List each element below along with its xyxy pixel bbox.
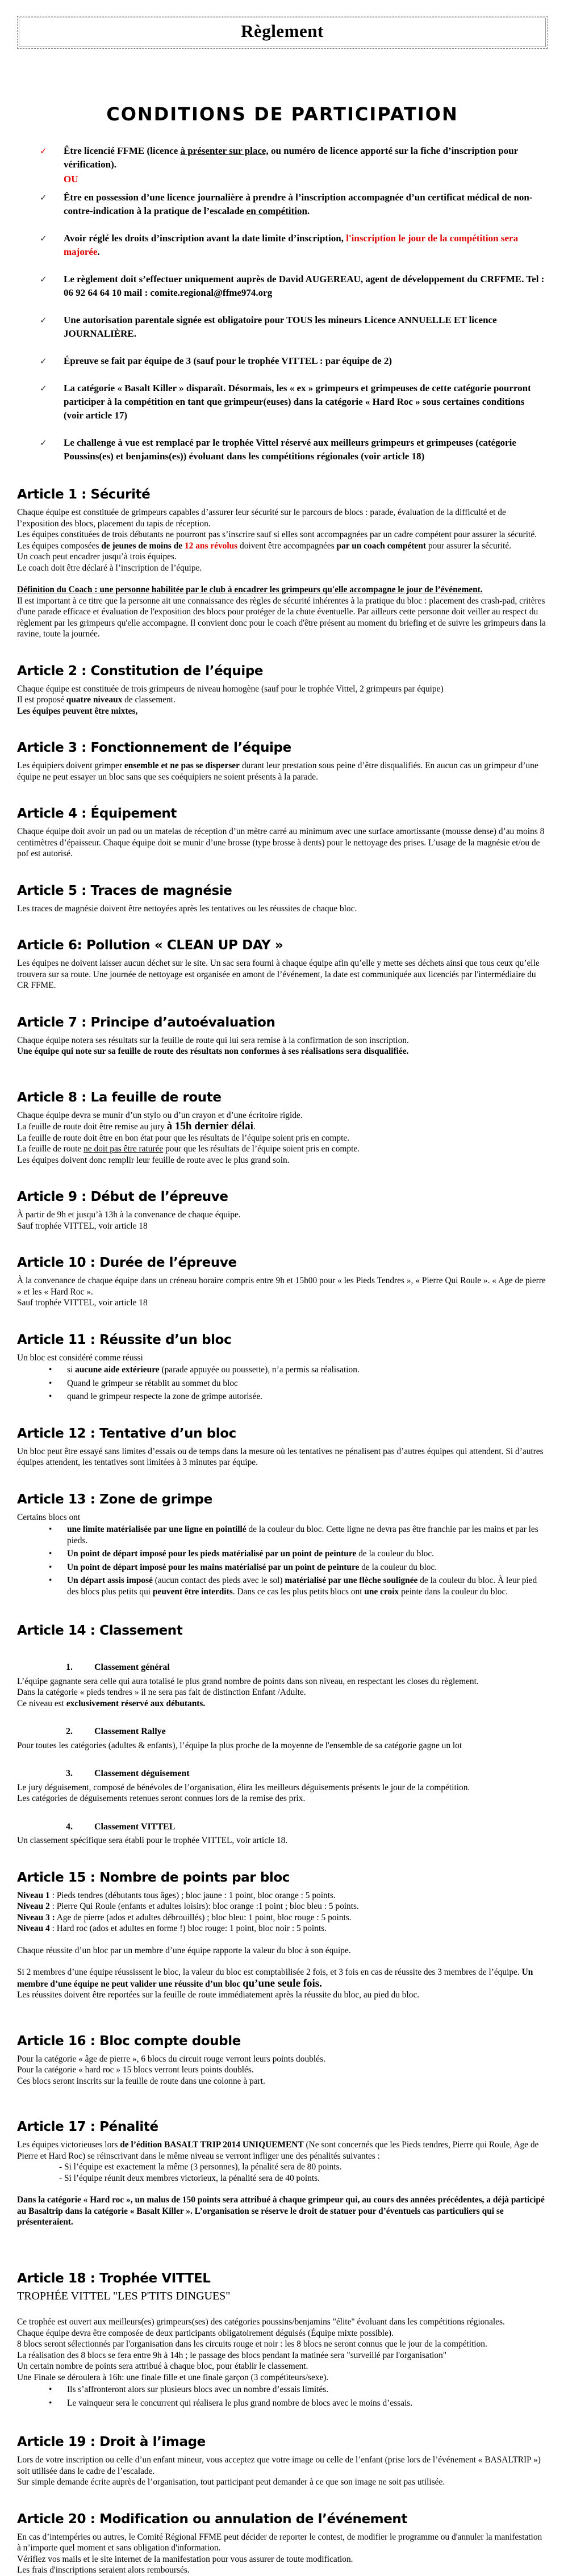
bullet-icon: • bbox=[49, 1378, 52, 1388]
article-19-section bbox=[17, 2435, 548, 2488]
bullet-list bbox=[17, 2384, 548, 2409]
paragraph: Les traces de magnésie doivent être nettoyées après les tentatives ou les réussites de chaque bloc. bbox=[17, 903, 357, 914]
paragraph: Une Finale se déroulera à 16h: une finale fille et une finale garçon (3 compétiteurs/sexe). bbox=[17, 2372, 329, 2382]
paragraph: Les équipes constituées de trois débutants ne pourront pas s’inscrire sauf si elles sont accompagnées par un cadre compétent pour assurer la sécurité. bbox=[17, 530, 537, 539]
paragraph: Les équipes peuvent être mixtes, bbox=[17, 706, 138, 716]
article-13-title: Article 13 : Zone de grimpe bbox=[17, 1492, 212, 1507]
article-16-section bbox=[17, 2034, 548, 2087]
bullet-icon: • bbox=[49, 1365, 52, 1375]
paragraph: À la convenance de chaque équipe dans un créneau horaire compris entre 9h et 15h00 pour « les Pieds Tendres », « Pierre Qui Roule ». « Age de pierre » et les « Hard Roc ». bbox=[17, 1276, 546, 1297]
paragraph: Ce niveau est exclusivement réservé aux débutants. bbox=[17, 1698, 206, 1708]
paragraph: Un certain nombre de points sera attribué à chaque bloc, pour établir le classement. bbox=[17, 2361, 308, 2371]
title-box bbox=[17, 16, 548, 49]
article-10-section bbox=[17, 1255, 548, 1309]
bullet-list bbox=[17, 1524, 548, 1597]
checkmark-icon: ✓ bbox=[40, 146, 47, 156]
article-4-section bbox=[17, 806, 548, 860]
list-item: • Le vainqueur sera le concurrent qui réalisera le plus grand nombre de blocs avec le moins d’essais. bbox=[45, 2398, 548, 2409]
condition-text: La catégorie « Basalt Killer » disparaît. Désormais, les « ex » grimpeurs et grimpeuses de cette catégorie pourront participer à la compétition en tant que grimpeur(euses) dans la catégorie « Hard Roc » sous certaines conditions (voir article 17) bbox=[64, 383, 531, 421]
list-item: • Ils s’affronteront alors sur plusieurs blocs avec un nombre d’essais limités. bbox=[45, 2384, 548, 2395]
list-item: • Un point de départ imposé pour les mains matérialisé par un point de peinture de la couleur du bloc. bbox=[45, 1562, 548, 1573]
list-item: • quand le grimpeur respecte la zone de grimpe autorisée. bbox=[45, 1391, 548, 1402]
checkmark-icon: ✓ bbox=[40, 192, 47, 203]
condition-text: Le règlement doit s’effectuer uniquement auprès de David AUGEREAU, agent de développement du CRFFME. Tel : 06 92 64 64 10 mail : comite.regional@ffme974.org bbox=[64, 274, 545, 298]
paragraph: Chaque équipe est constituée de trois grimpeurs de niveau homogène (sauf pour le trophée Vittel, 2 grimpeurs par équipe) bbox=[17, 684, 444, 694]
paragraph: Chaque équipe doit avoir un pad ou un matelas de réception d’un mètre carré au minimum avec une surface amortissante (mousse dense) d’au moins 8 centimètres d’épaisseur. Chaque équipe doit se munir d’une brosse (type brosse à dents) pour le nettoyage des prises. L’usage de la magnésie et/ou de pof est autorisé. bbox=[17, 827, 545, 858]
penalty-line: - Si l’équipe est exactement la même (3 personnes), la pénalité sera de 80 points. bbox=[59, 2162, 342, 2172]
article-11-section bbox=[17, 1333, 548, 1402]
list-item: • Un point de départ imposé pour les pieds matérialisé par un point de peinture de la couleur du bloc. bbox=[45, 1548, 548, 1560]
paragraph: Sur simple demande écrite auprès de l’organisation, tout participant peut demander à ce que son image ne soit pas utilisée. bbox=[17, 2477, 445, 2487]
paragraph: Sauf trophée VITTEL, voir article 18 bbox=[17, 1221, 148, 1231]
paragraph: Si 2 membres d’une équipe réussissent le bloc, la valeur du bloc est comptabilisée 2 fois, et 3 fois en cas de réussite des 3 membres de l’équipe. Un membre d’une équipe ne peut valider une réussite d’un bloc qu’une seule fois. bbox=[17, 1967, 533, 1989]
paragraph: Dans la catégorie « Hard roc », un malus de 150 points sera attribué à chaque grimpeur qui, au cours des années précédentes, a déjà participé au Basaltrip dans la catégorie « Basalt Killer ». L’organisation se réserve le droit de statuer pour d’éventuels cas particuliers qui se présenteraient. bbox=[17, 2195, 545, 2227]
paragraph: Chaque équipe est constituée de grimpeurs capables d’assurer leur sécurité sur le parcours de blocs : parade, évaluation de la difficulté et de l’exposition des blocs, placement du tapis de réception. bbox=[17, 508, 506, 529]
checkmark-icon: ✓ bbox=[40, 274, 47, 284]
article-1-title: Article 1 : Sécurité bbox=[17, 487, 151, 502]
paragraph: Un classement spécifique sera établi pour le trophée VITTEL, voir article 18. bbox=[17, 1836, 288, 1845]
list-item bbox=[40, 382, 548, 422]
paragraph: Chaque réussite d’un bloc par un membre d’une équipe rapporte la valeur du bloc à son équipe. bbox=[17, 1945, 351, 1955]
article-9-title: Article 9 : Début de l’épreuve bbox=[17, 1189, 228, 1204]
list-item: • Un départ assis imposé (aucun contact des pieds avec le sol) matérialisé par une flèche soulignée de la couleur du bloc. À leur pied des blocs plus petits qui peuvent être interdits. Dans ce cas les plus petits blocs ont une croix peinte dans la couleur du bloc. bbox=[45, 1575, 548, 1597]
subsection-heading: 3. Classement déguisement bbox=[66, 1769, 190, 1778]
paragraph: Chaque équipe devra être composée de deux participants obligatoirement déguisés (Équipe mixte possible). bbox=[17, 2328, 394, 2338]
penalty-line: - Si l’équipe réunit deux membres victorieux, la pénalité sera de 40 points. bbox=[59, 2173, 320, 2183]
list-item bbox=[40, 232, 548, 259]
paragraph: Le coach doit être déclaré à l’inscription de l’équipe. bbox=[17, 563, 202, 573]
list-item bbox=[40, 273, 548, 300]
document-title: Règlement bbox=[241, 21, 324, 41]
paragraph: Les catégories de déguisements retenues seront connues lors de la remise des prix. bbox=[17, 1794, 306, 1803]
checkmark-icon: ✓ bbox=[40, 315, 47, 325]
article-12-section bbox=[17, 1426, 548, 1468]
subsection-heading: 4. Classement VITTEL bbox=[66, 1821, 176, 1832]
bullet-list bbox=[17, 1364, 548, 1402]
paragraph: Les équipiers doivent grimper ensemble et ne pas se disperser durant leur prestation sous peine d’être disqualifiés. En aucun cas un grimpeur d’une équipe ne peut essayer un bloc sans que ses coéquipiers ne soient présents à la parade. bbox=[17, 761, 538, 782]
article-5-title: Article 5 : Traces de magnésie bbox=[17, 883, 232, 898]
list-item: • Quand le grimpeur se rétablit au sommet du bloc bbox=[45, 1378, 548, 1389]
article-10-title: Article 10 : Durée de l’épreuve bbox=[17, 1255, 237, 1270]
main-title: CONDITIONS DE PARTICIPATION bbox=[106, 103, 458, 125]
article-14-title: Article 14 : Classement bbox=[17, 1623, 183, 1638]
article-18-section bbox=[17, 2271, 548, 2409]
article-4-title: Article 4 : Équipement bbox=[17, 806, 177, 821]
paragraph: La feuille de route ne doit pas être raturée pour que les résultats de l’équipe soient pris en compte. bbox=[17, 1144, 360, 1154]
checkmark-icon: ✓ bbox=[40, 438, 47, 448]
paragraph: Dans la catégorie « pieds tendres » il ne sera pas fait de distinction Enfant /Adulte. bbox=[17, 1687, 306, 1697]
paragraph: La feuille de route doit être en bon état pour que les résultats de l’équipe soient pris en compte. bbox=[17, 1133, 350, 1143]
condition-text: Épreuve se fait par équipe de 3 (sauf pour le trophée VITTEL : par équipe de 2) bbox=[64, 355, 392, 366]
paragraph: Les équipes doivent donc remplir leur feuille de route avec le plus grand soin. bbox=[17, 1155, 290, 1165]
level-line: Niveau 1 : Pieds tendres (débutants tous âges) ; bloc jaune : 1 point, bloc orange : 5 points. bbox=[17, 1890, 336, 1900]
article-16-title: Article 16 : Bloc compte double bbox=[17, 2033, 241, 2049]
conditions-list bbox=[40, 144, 548, 463]
bullet-icon: • bbox=[49, 1562, 52, 1572]
condition-text: Avoir réglé les droits d’inscription avant la date limite d’inscription, l'inscription le jour de la compétition sera majorée. bbox=[64, 233, 519, 257]
article-20-title: Article 20 : Modification ou annulation de l’événement bbox=[17, 2511, 407, 2527]
paragraph: Une équipe qui note sur sa feuille de route des résultats non conformes à ses réalisations sera disqualifiée. bbox=[17, 1046, 409, 1056]
article-11-title: Article 11 : Réussite d’un bloc bbox=[17, 1332, 232, 1347]
article-3-title: Article 3 : Fonctionnement de l’équipe bbox=[17, 740, 291, 755]
article-5-section bbox=[17, 883, 548, 915]
title-box-inner bbox=[19, 18, 546, 47]
paragraph: Un bloc est considéré comme réussi bbox=[17, 1352, 143, 1363]
list-item: • si aucune aide extérieure (parade appuyée ou poussette), n’a permis sa réalisation. bbox=[45, 1364, 548, 1376]
article-1-section bbox=[17, 487, 548, 640]
paragraph: Les équipes composées de jeunes de moins de 12 ans révolus doivent être accompagnées par un coach compétent pour assurer la sécurité. bbox=[17, 541, 512, 551]
paragraph: Chaque équipe devra se munir d’un stylo ou d’un crayon et d’une écritoire rigide. bbox=[17, 1110, 303, 1120]
list-item bbox=[40, 354, 548, 368]
checkmark-icon: ✓ bbox=[40, 233, 47, 244]
level-line: Niveau 2 : Pierre Qui Roule (enfants et adultes loisirs): bloc orange :1 point ; bloc bleu : 5 points. bbox=[17, 1901, 359, 1911]
paragraph: Un bloc peut être essayé sans limites d’essais ou de temps dans la mesure où les tentatives ne pénalisent pas d’autres équipes qui attendent. Si d’autres équipes attendent, les tentatives sont limitées à 3 minutes par équipe. bbox=[17, 1446, 544, 1467]
article-7-title: Article 7 : Principe d’autoévaluation bbox=[17, 1015, 275, 1030]
paragraph: Les équipes ne doivent laisser aucun déchet sur le site. Un sac sera fourni à chaque équipe afin qu’elle y mette ses déchets ainsi que tous ceux qu’elle trouvera sur sa route. Une journée de nettoyage est organisée en amont de l’événement, la date est communiquée aux licenciés par l'intermédiaire du CR FFME. bbox=[17, 958, 540, 990]
list-item bbox=[40, 436, 548, 463]
paragraph: L’équipe gagnante sera celle qui aura totalisé le plus grand nombre de points dans son niveau, en respectant les closes du règlement. bbox=[17, 1676, 479, 1686]
paragraph: Ces blocs seront inscrits sur la feuille de route dans une colonne à part. bbox=[17, 2076, 265, 2086]
paragraph: La réalisation des 8 blocs se fera entre 9h à 14h ; le passage des blocs pendant la matinée sera "surveillé par l'organisation" bbox=[17, 2350, 447, 2360]
article-17-section bbox=[17, 2120, 548, 2228]
paragraph: Il est important à ce titre que la personne ait une connaissance des règles de sécurité inhérentes à la pratique du bloc : placement des crash-pad, critères d'une parade efficace et évaluation de l'exposition des blocs pour protéger de la chute éventuelle. Par ailleurs cette personne doit veiller au respect du règlement par les grimpeurs qu'elle accompagne. Il convient donc pour le coach d'être présent au moment du briefing et de suivre les grimpeurs dans la ravine, toute la journée. bbox=[17, 596, 546, 639]
ou-separator: OU bbox=[64, 174, 78, 185]
article-6-title: Article 6: Pollution « CLEAN UP DAY » bbox=[17, 938, 283, 953]
bullet-icon: • bbox=[49, 1392, 52, 1401]
paragraph: Les équipes victorieuses lors de l’édition BASALT TRIP 2014 UNIQUEMENT (Ne sont concernés que les Pieds tendres, Pierre qui Roule, Age de Pierre et Hard Roc) se réinscrivant dans le même niveau se verront infliger une des pénalités suivantes : bbox=[17, 2140, 539, 2161]
subsection-heading: 1. Classement général bbox=[66, 1662, 170, 1672]
article-2-section bbox=[17, 664, 548, 717]
paragraph: Il est proposé quatre niveaux de classement. bbox=[17, 695, 176, 705]
level-line: Niveau 3 : Age de pierre (ados et adultes débrouillés) ; bloc bleu: 1 point, bloc rouge : 5 points. bbox=[17, 1912, 352, 1922]
article-17-title: Article 17 : Pénalité bbox=[17, 2120, 158, 2134]
condition-text: Être en possession d’une licence journalière à prendre à l’inscription accompagnée d’un certificat médical de non-contre-indication à la pratique de l’escalade en compétition. bbox=[64, 192, 533, 216]
subsection-heading: 2. Classement Rallye bbox=[66, 1727, 166, 1736]
bullet-icon: • bbox=[49, 2398, 52, 2408]
paragraph: Un coach peut encadrer jusqu’à trois équipes. bbox=[17, 552, 177, 562]
paragraph: 8 blocs seront sélectionnés par l'organisation dans les circuits rouge et noir : les 8 blocs ne seront connus que le jour de la compétition. bbox=[17, 2339, 487, 2349]
condition-text: Une autorisation parentale signée est obligatoire pour TOUS les mineurs Licence ANNUELLE ET licence JOURNALIÈRE. bbox=[64, 315, 497, 339]
article-15-title: Article 15 : Nombre de points par bloc bbox=[17, 1870, 290, 1885]
paragraph: Vérifiez vos mails et le site internet de la manifestation pour vous assurer de toute modification. bbox=[17, 2554, 353, 2564]
bullet-icon: • bbox=[49, 2385, 52, 2394]
coach-definition-title: Définition du Coach : une personne habilitée par le club à encadrer les grimpeurs qu'elle accompagne le jour de l’événement. bbox=[17, 585, 483, 594]
article-20-section bbox=[17, 2512, 548, 2576]
article-9-section bbox=[17, 1189, 548, 1232]
list-item: • une limite matérialisée par une ligne en pointillé de la couleur du bloc. Cette ligne ne devra pas être franchie par les mains et par les pieds. bbox=[45, 1524, 548, 1546]
article-7-section bbox=[17, 1015, 548, 1057]
paragraph: Sauf trophée VITTEL, voir article 18 bbox=[17, 1298, 148, 1308]
paragraph: Certains blocs ont bbox=[17, 1512, 81, 1522]
level-line: Niveau 4 : Hard roc (ados et adultes en forme !) bloc rouge: 1 point, bloc noir : 5 points. bbox=[17, 1924, 327, 1933]
article-12-title: Article 12 : Tentative d’un bloc bbox=[17, 1426, 236, 1441]
paragraph: Lors de votre inscription ou celle d’un enfant mineur, vous acceptez que votre image ou celle de l’enfant (prise lors de l’événement « BASALTRIP ») soit utilisée dans le cadre de l’escalade. bbox=[17, 2455, 541, 2476]
condition-text: Le challenge à vue est remplacé par le trophée Vittel réservé aux meilleurs grimpeurs et grimpeuses (catégorie Poussins(es) et benjamins(es)) évoluant dans les compétitions régionales (voir article 18) bbox=[64, 437, 516, 462]
paragraph: Pour la catégorie « hard roc » 15 blocs verront leurs points doublés. bbox=[17, 2065, 254, 2075]
article-15-section bbox=[17, 1870, 548, 2001]
trophy-subtitle: TROPHÉE VITTEL "LES P'TITS DINGUES" bbox=[17, 2289, 231, 2302]
bullet-icon: • bbox=[49, 1524, 52, 1534]
checkmark-icon: ✓ bbox=[40, 383, 47, 393]
list-item bbox=[40, 313, 548, 341]
list-item bbox=[40, 191, 548, 218]
paragraph: Pour toutes les catégories (adultes & enfants), l’équipe la plus proche de la moyenne de l'ensemble de sa catégorie gagne un lot bbox=[17, 1740, 462, 1750]
bullet-icon: • bbox=[49, 1576, 52, 1585]
article-18-title: Article 18 : Trophée VITTEL bbox=[17, 2271, 211, 2286]
article-8-section bbox=[17, 1090, 548, 1166]
paragraph: Pour la catégorie « âge de pierre », 6 blocs du circuit rouge verront leurs points doublés. bbox=[17, 2054, 325, 2064]
article-6-section bbox=[17, 938, 548, 991]
article-14-section bbox=[17, 1623, 548, 1846]
article-3-section bbox=[17, 740, 548, 782]
paragraph: À partir de 9h et jusqu’à 13h à la convenance de chaque équipe. bbox=[17, 1210, 241, 1220]
paragraph: Ce trophée est ouvert aux meilleurs(es) grimpeurs(ses) des catégories poussins/benjamins "élite" évoluant dans les compétitions régionales. bbox=[17, 2317, 505, 2327]
condition-text: Être licencié FFME (licence à présenter sur place, ou numéro de licence apporté sur la fiche d’inscription pour vérification). bbox=[64, 145, 518, 170]
checkmark-icon: ✓ bbox=[40, 356, 47, 366]
paragraph: Chaque équipe notera ses résultats sur la feuille de route qui lui sera remise à la confirmation de son inscription. bbox=[17, 1035, 409, 1045]
paragraph: Les réussites doivent être reportées sur la feuille de route immédiatement après la réussite du bloc, au pied du bloc. bbox=[17, 1990, 420, 2000]
article-13-section bbox=[17, 1492, 548, 1598]
paragraph: En cas d’intempéries ou autres, le Comité Régional FFME peut décider de reporter le contest, de modifier le programme ou d'annuler la manifestation à n’importe quel moment et sans obligation d'information. bbox=[17, 2532, 542, 2553]
article-19-title: Article 19 : Droit à l’image bbox=[17, 2435, 206, 2449]
paragraph: La feuille de route doit être remise au jury à 15h dernier délai. bbox=[17, 1120, 256, 1132]
list-item bbox=[40, 144, 548, 171]
article-2-title: Article 2 : Constitution de l’équipe bbox=[17, 663, 264, 678]
paragraph: Les frais d'inscriptions seraient alors remboursés. bbox=[17, 2565, 190, 2575]
paragraph: Le jury déguisement, composé de bénévoles de l’organisation, élira les meilleurs déguisements présents le jour de la compétition. bbox=[17, 1782, 470, 1792]
bullet-icon: • bbox=[49, 1549, 52, 1559]
article-8-title: Article 8 : La feuille de route bbox=[17, 1090, 222, 1105]
